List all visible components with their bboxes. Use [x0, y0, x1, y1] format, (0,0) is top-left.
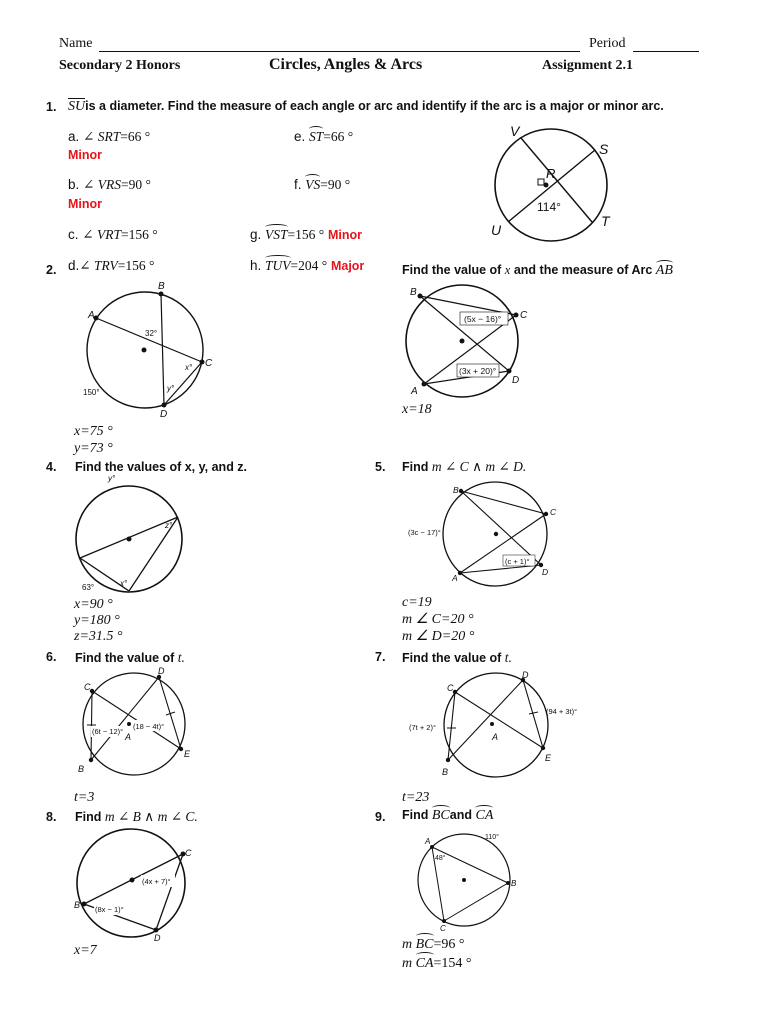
svg-text:C: C: [447, 683, 454, 693]
q4-answer-y: y=180 °: [74, 613, 120, 628]
question-4-text: Find the values of x, y, and z.: [75, 460, 248, 474]
question-1-prompt: [68, 99, 664, 115]
q4-answer-x: x=90 °: [74, 597, 113, 612]
svg-text:150°: 150°: [83, 388, 100, 397]
q8-diagram: [70, 827, 200, 945]
question-5-prompt: Find m ∠ C ∧ m ∠ D.: [402, 459, 527, 474]
svg-text:z°: z°: [165, 521, 173, 530]
q2-answer-x: x=75 °: [74, 424, 113, 439]
svg-text:y°: y°: [167, 384, 175, 393]
q1-diagram: [488, 118, 628, 250]
q1-item-a: a. ∠ SRT=66 °: [68, 129, 151, 144]
label-114: 114°: [537, 200, 561, 214]
svg-text:A: A: [88, 310, 95, 321]
svg-text:B: B: [410, 287, 417, 298]
question-5-number: 5.: [375, 460, 386, 474]
label-t: T: [601, 213, 610, 229]
svg-text:x°: x°: [185, 363, 193, 372]
q1-item-d: d.∠ TRV=156 °: [68, 258, 155, 273]
q4-answer-z: z=31.5 °: [74, 629, 123, 644]
q3-diagram: [398, 282, 538, 404]
svg-text:A: A: [411, 386, 418, 397]
question-8-prompt: Find m ∠ B ∧ m ∠ C.: [75, 809, 198, 824]
q4-diagram: [70, 472, 188, 596]
question-9-prompt: Find BCand CA: [402, 808, 494, 823]
q5-answer-c: c=19: [402, 595, 432, 610]
q1-item-h: h. TUV=204 ° Major: [250, 258, 365, 273]
svg-text:E: E: [184, 749, 191, 759]
question-4-number: 4.: [46, 460, 57, 474]
svg-text:C: C: [440, 924, 446, 933]
svg-text:(6t − 12)°: (6t − 12)°: [92, 727, 124, 736]
question-6-prompt: Find the value of t.: [75, 650, 185, 665]
question-7-prompt: Find the value of t.: [402, 650, 512, 665]
svg-text:D: D: [154, 933, 161, 943]
svg-text:B: B: [158, 281, 165, 292]
question-6-number: 6.: [46, 650, 57, 664]
question-9-number: 9.: [375, 810, 386, 824]
q5-diagram: [400, 478, 560, 592]
question-8-number: 8.: [46, 810, 57, 824]
svg-text:(3c − 17)°: (3c − 17)°: [408, 528, 441, 537]
q9-diagram: [415, 830, 525, 934]
q3-answer-x: x=18: [402, 402, 432, 417]
question-7-number: 7.: [375, 650, 386, 664]
svg-text:A: A: [125, 732, 132, 742]
q2-diagram: [78, 280, 228, 422]
q1-item-c: c. ∠ VRT=156 °: [68, 227, 158, 242]
label-s: S: [599, 141, 609, 157]
q9-answer-bc: m BC=96 °: [402, 937, 465, 952]
svg-text:B: B: [453, 485, 459, 495]
question-3-prompt: Find the value of x and the measure of Arc AB: [402, 263, 673, 278]
assignment-label: Assignment 2.1: [542, 58, 634, 73]
label-r: R: [546, 166, 556, 181]
svg-text:B: B: [74, 900, 81, 910]
question-1-number: 1.: [46, 100, 57, 114]
svg-text:(18 − 4t)°: (18 − 4t)°: [133, 722, 165, 731]
q1-item-f: f. VS=90 °: [294, 177, 351, 192]
svg-text:(3x + 20)°: (3x + 20)°: [459, 366, 497, 376]
name-label: Name: [59, 36, 93, 51]
q1-item-g: g. VST=156 ° Minor: [250, 227, 362, 242]
svg-text:A: A: [452, 573, 458, 583]
q6-answer-t: t=3: [74, 790, 95, 805]
svg-text:C: C: [520, 310, 528, 321]
q6-diagram: [78, 668, 198, 783]
svg-text:A: A: [492, 732, 499, 742]
svg-text:(94 + 3t)°: (94 + 3t)°: [546, 707, 578, 716]
q7-answer-t: t=23: [402, 790, 430, 805]
svg-text:(c + 1)°: (c + 1)°: [505, 557, 530, 566]
segment-su: SU: [68, 99, 86, 114]
svg-text:(8x − 1)°: (8x − 1)°: [95, 905, 124, 914]
svg-text:B: B: [511, 879, 517, 888]
svg-text:B: B: [78, 764, 85, 774]
q1-item-e: e. ST=66 °: [294, 129, 354, 144]
svg-text:C: C: [550, 507, 557, 517]
q1-item-h-tag: Major: [330, 259, 365, 273]
svg-text:C: C: [205, 358, 213, 369]
svg-text:D: D: [512, 375, 520, 386]
svg-text:48°: 48°: [435, 855, 446, 862]
svg-text:32°: 32°: [145, 329, 158, 338]
question-2-number: 2.: [46, 263, 57, 277]
svg-text:D: D: [158, 666, 165, 676]
svg-text:(7t + 2)°: (7t + 2)°: [409, 723, 436, 732]
svg-text:63°: 63°: [82, 583, 95, 592]
svg-text:x°: x°: [120, 579, 128, 588]
svg-text:(5x − 16)°: (5x − 16)°: [464, 314, 502, 324]
q8-answer-x: x=7: [74, 943, 97, 958]
q2-answer-y: y=73 °: [74, 441, 113, 456]
question-1-text: is a diameter. Find the measure of each angle or arc and identify if the arc is a major or minor arc.: [85, 99, 664, 113]
svg-text:C: C: [84, 682, 91, 692]
q1-item-b-tag: Minor: [68, 197, 103, 211]
course-name: Secondary 2 Honors: [59, 58, 181, 73]
svg-text:B: B: [442, 767, 449, 777]
label-v: V: [510, 123, 520, 139]
svg-text:(4x + 7)°: (4x + 7)°: [142, 877, 171, 886]
svg-text:E: E: [545, 753, 552, 763]
q5-answer-angle-d: m ∠ D=20 °: [402, 629, 475, 644]
period-label: Period: [589, 36, 626, 51]
svg-text:D: D: [522, 670, 529, 680]
period-field[interactable]: [633, 51, 699, 52]
svg-text:110°: 110°: [485, 834, 499, 841]
svg-text:C: C: [185, 848, 192, 858]
svg-text:A: A: [425, 837, 431, 846]
q9-answer-ca: m CA=154 °: [402, 956, 472, 971]
q7-diagram: [404, 670, 594, 782]
name-field[interactable]: [99, 51, 580, 52]
q5-answer-angle-c: m ∠ C=20 °: [402, 612, 474, 627]
svg-text:D: D: [160, 409, 168, 420]
svg-text:y°: y°: [108, 474, 116, 483]
q1-item-b: b. ∠ VRS=90 °: [68, 177, 151, 192]
svg-text:D: D: [542, 567, 549, 577]
label-u: U: [491, 222, 502, 238]
page-title: Circles, Angles & Arcs: [269, 56, 423, 73]
q1-item-g-tag: Minor: [327, 228, 362, 242]
q1-item-a-tag: Minor: [68, 148, 103, 162]
